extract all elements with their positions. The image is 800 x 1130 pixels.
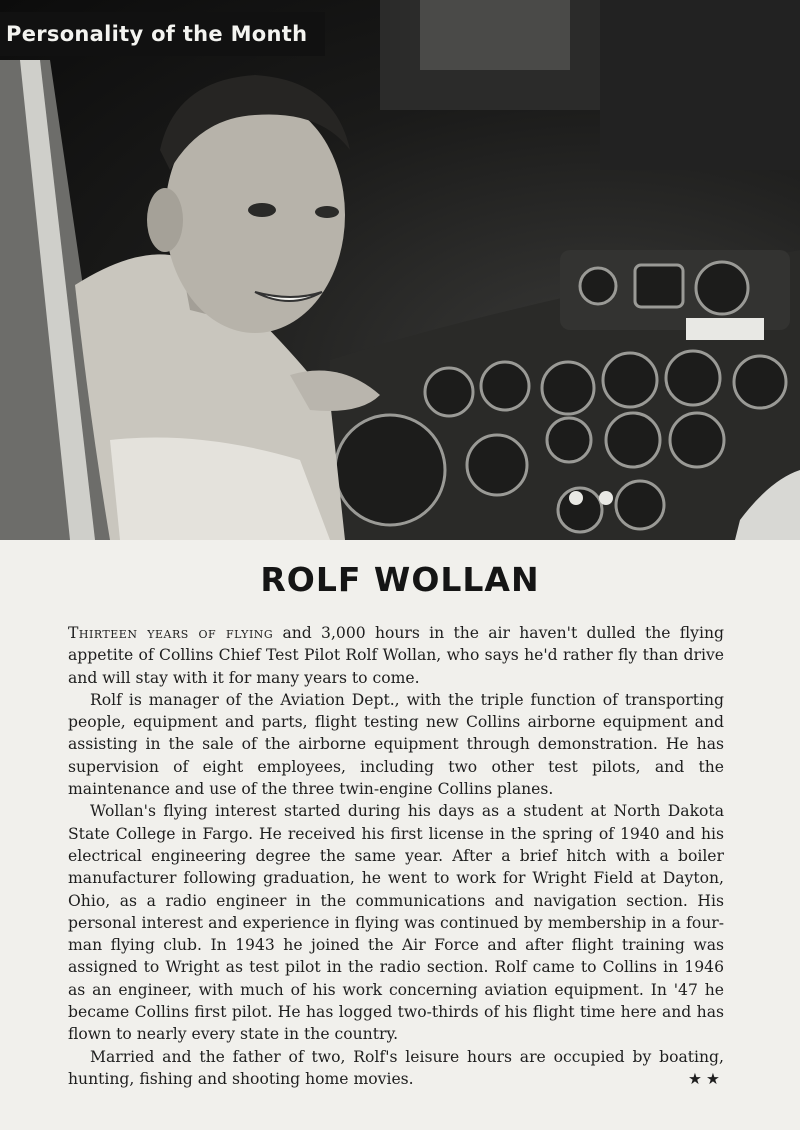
cockpit-illustration: [0, 0, 800, 540]
lead-small-caps: Thirteen years of flying: [68, 624, 274, 642]
article-body: [68, 622, 724, 1090]
paragraph-1: [68, 622, 724, 689]
paragraph-4: [68, 1046, 724, 1091]
paragraph-3: Wollan's flying interest started during his days as a student at North Dakota State College in Fargo. He received his first license in the spring of 1940 and his electrical engineering degree the same year. After a brief hitch with a boiler manufacturer following graduation, he went to work for Wright Field at Dayton, Ohio, as a radio engineer in the communications and navigation section. His personal interest and experience in flying was continued by membership in a four-man flying club. In 1943 he joined the Air Force and after flight training was assigned to Wright as test pilot in the radio section. Rolf came to Collins in 1946 as an engineer, with much of his work concerning aviation equipment. In '47 he became Collins first pilot. He has logged two-thirds of his flight time here and has flown to nearly every state in the country.: [68, 802, 724, 1044]
section-banner: Personality of the Month: [0, 12, 325, 56]
paragraph-4-text: Married and the father of two, Rolf's leisure hours are occupied by boating, hunting, fishing and shooting home movies.: [68, 1047, 724, 1088]
paragraph-1-text: and 3,000 hours in the air haven't dulled the flying appetite of Collins Chief Test Pilot Rolf Wollan, who says he'd rather fly than drive and will stay with it for many years to come.: [68, 624, 724, 687]
article-title: ROLF WOLLAN: [260, 560, 540, 599]
paragraph-2: Rolf is manager of the Aviation Dept., with the triple function of transporting people, equipment and parts, flight testing new Collins airborne equipment and assisting in the sale of the airborne equipment through demonstration. He has supervision of eight employees, including two other test pilots, and the maintenance and use of the three twin-engine Collins planes.: [68, 690, 724, 799]
end-mark-stars: ★★: [688, 1069, 724, 1088]
cockpit-photo: [0, 0, 800, 540]
